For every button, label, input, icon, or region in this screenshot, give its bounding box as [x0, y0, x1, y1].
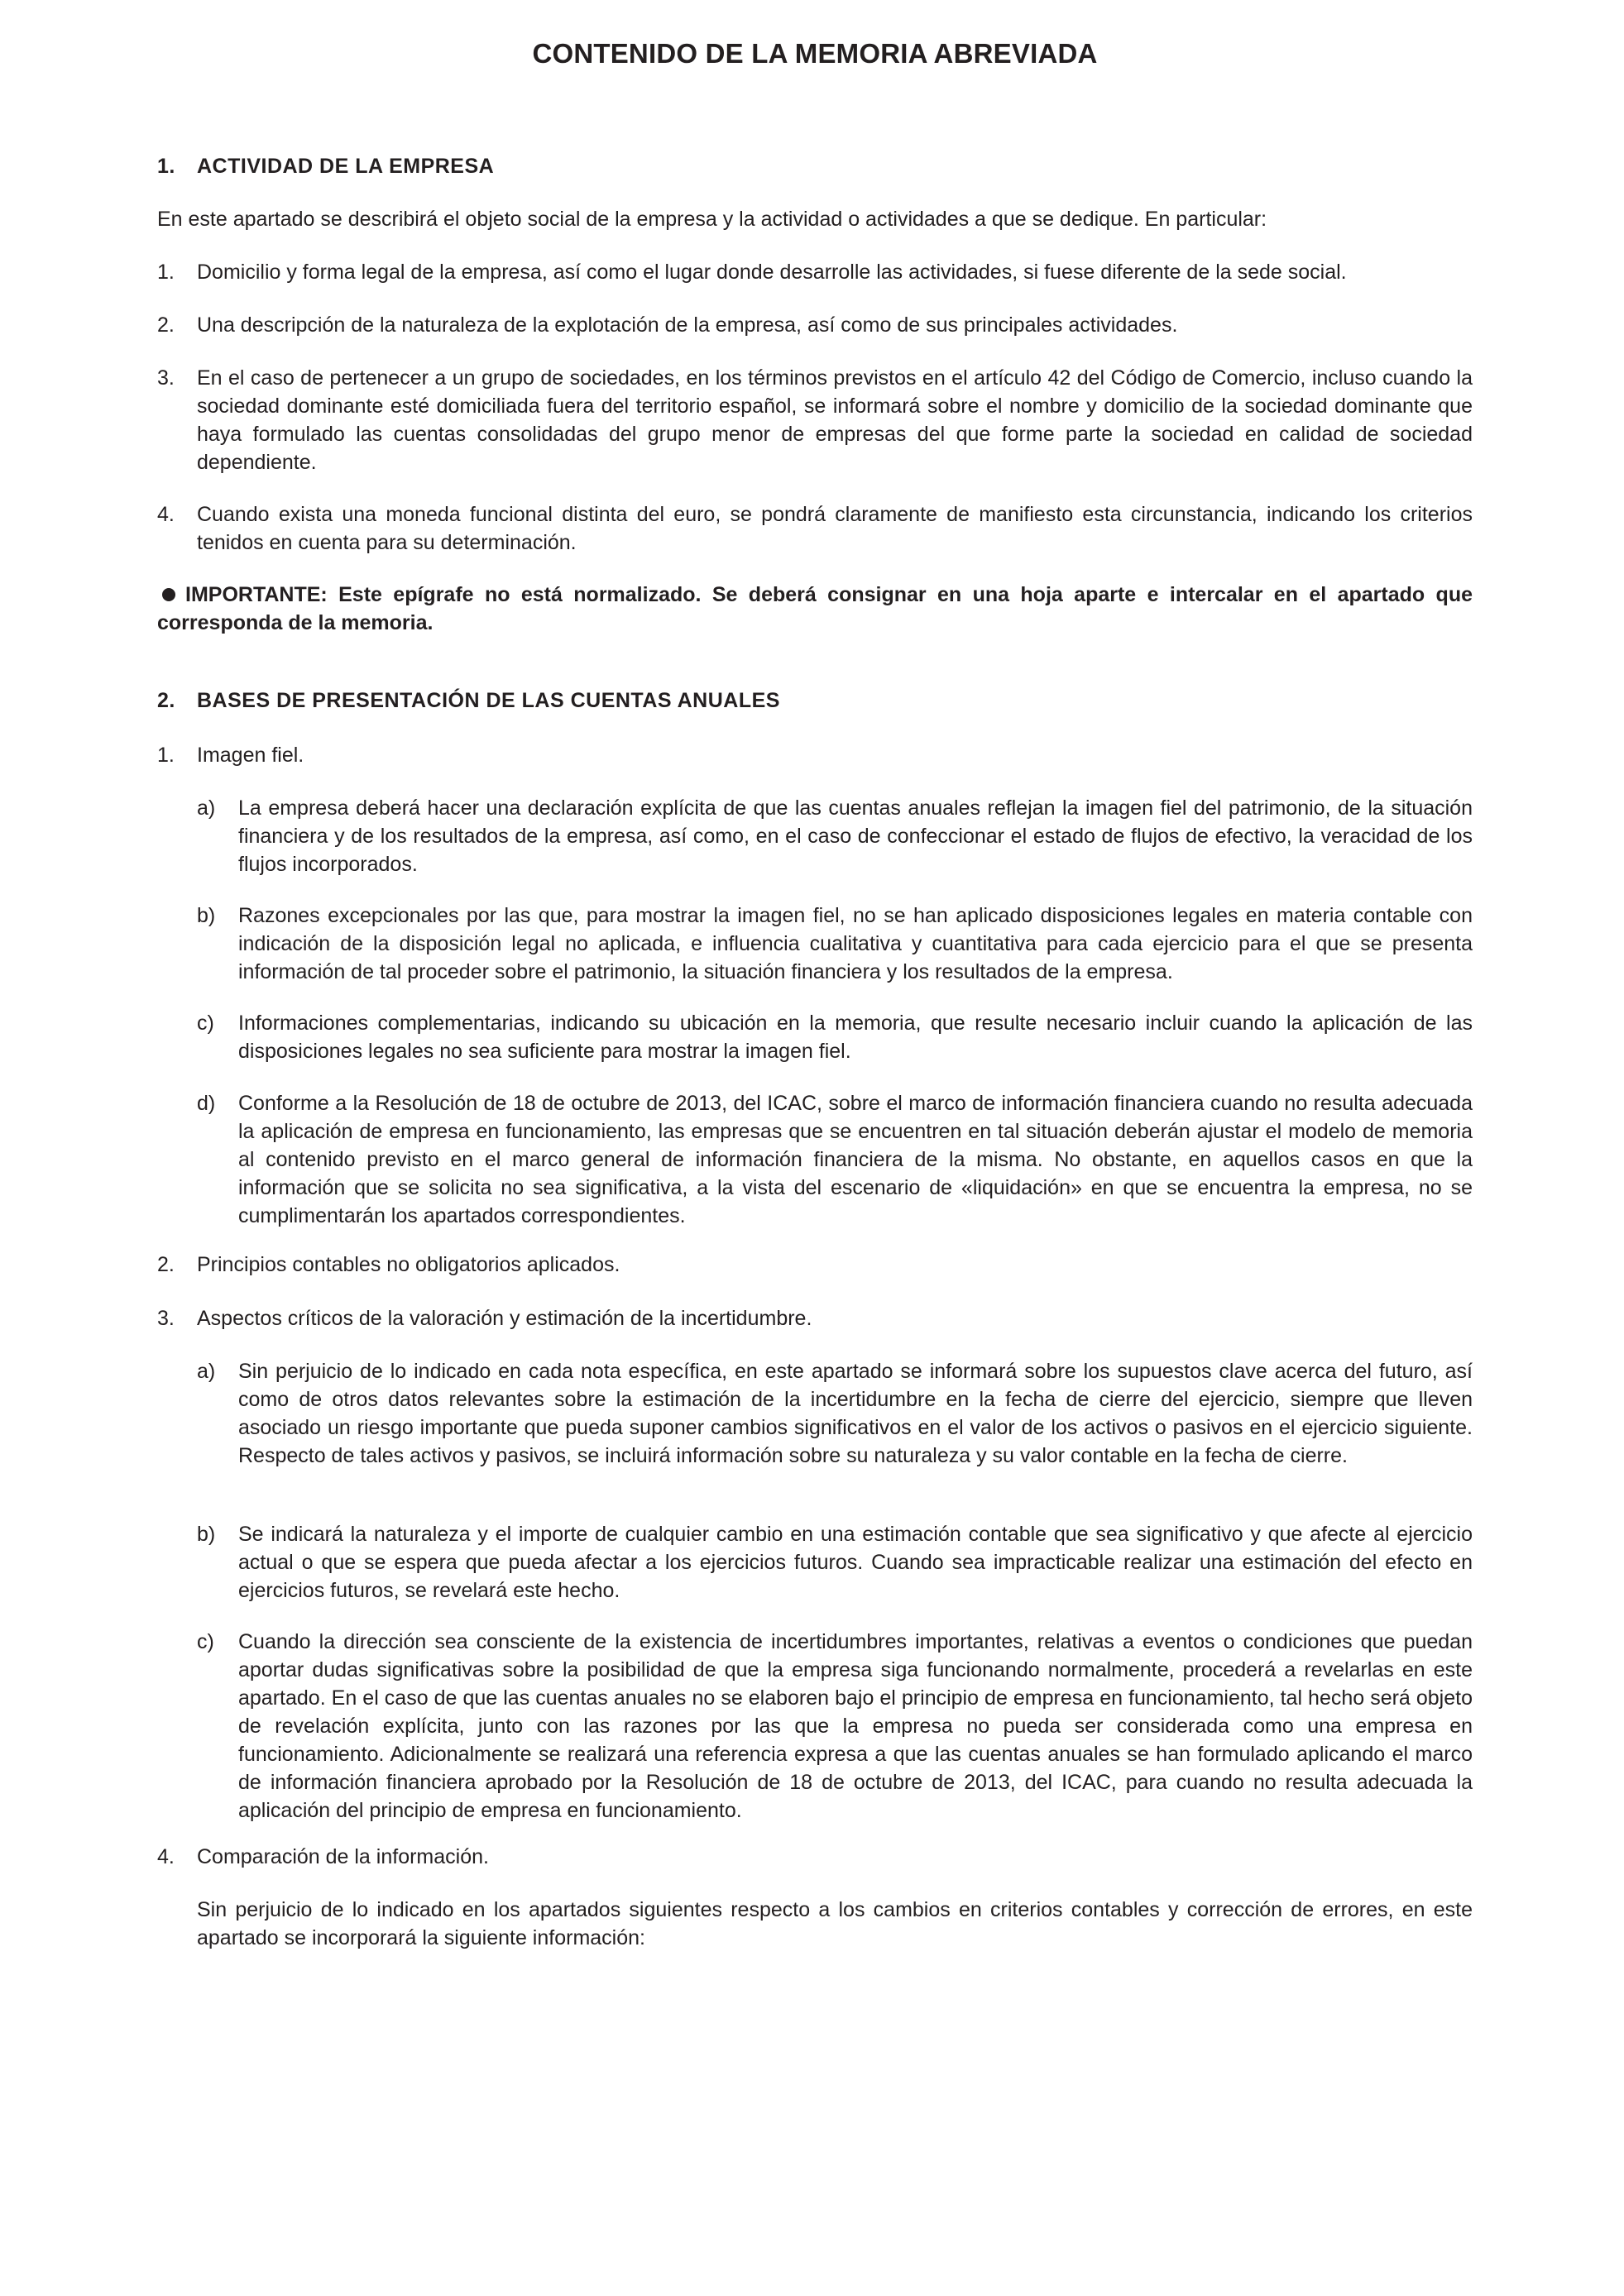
s1-item-4-number: 4.	[157, 503, 175, 526]
section-1-heading	[157, 155, 494, 179]
s2-3-sub-a-text: Sin perjuicio de lo indicado en cada nota específica, en este apartado se informará sobre los supuestos clave acerca del futuro, así como de otros datos relevantes sobre la estimación de la incertidumbre en la fecha de cierre del ejercicio, siempre que lleven asociado un riesgo importante que pueda suponer cambios significativos en el valor de los activos o pasivos en el ejercicio siguiente. Respecto de tales activos y pasivos, se incluirá información sobre su naturaleza y su valor contable en la fecha de cierre.	[238, 1360, 1473, 1467]
document-title: CONTENIDO DE LA MEMORIA ABREVIADA	[532, 38, 1098, 69]
s2-3-sub-c-number: c)	[197, 1630, 214, 1653]
section-1-intro: En este apartado se describirá el objeto social de la empresa y la actividad o actividades a que se dedique. En particular:	[157, 208, 1267, 231]
important-note	[157, 581, 1473, 637]
s2-3-sub-b-text: Se indicará la naturaleza y el importe de cualquier cambio en una estimación contable que sea significativo y que afecte al ejercicio actual o que se espera que pueda afectar a los ejercicios futuros. Cuando sea impracticable realizar una estimación del efecto en ejercicios futuros, se revelará este hecho.	[238, 1523, 1473, 1602]
s2-item-3-number: 3.	[157, 1307, 175, 1330]
s2-3-sub-b-number: b)	[197, 1523, 216, 1546]
s2-3-sub-a-number: a)	[197, 1360, 216, 1383]
s2-item-4-paragraph: Sin perjuicio de lo indicado en los apartados siguientes respecto a los cambios en criterios contables y corrección de errores, en este apartado se incorporará la siguiente información:	[197, 1898, 1473, 1949]
s2-item-3-text: Aspectos críticos de la valoración y estimación de la incertidumbre.	[197, 1307, 812, 1330]
s1-item-2-text: Una descripción de la naturaleza de la explotación de la empresa, así como de sus principales actividades.	[197, 313, 1178, 337]
section-2-title: BASES DE PRESENTACIÓN DE LAS CUENTAS ANUALES	[197, 689, 780, 712]
s2-3-sub-c-text: Cuando la dirección sea consciente de la existencia de incertidumbres importantes, relativas a eventos o condiciones que puedan aportar dudas significativas sobre la posibilidad de que la empresa siga funcionando normalmente, procederá a revelarlas en este apartado. En el caso de que las cuentas anuales no se elaboren bajo el principio de empresa en funcionamiento, tal hecho será objeto de revelación explícita, junto con las razones por las que la empresa no pueda ser considerada como una empresa en funcionamiento. Adicionalmente se realizará una referencia expresa a que las cuentas anuales se han formulado aplicando el marco de información financiera aprobado por la Resolución de 18 de octubre de 2013, del ICAC, para cuando no resulta adecuada la aplicación del principio de empresa en funcionamiento.	[238, 1630, 1473, 1822]
section-1-number: 1.	[157, 155, 175, 178]
s2-1-sub-c-text: Informaciones complementarias, indicando su ubicación en la memoria, que resulte necesario incluir cuando la aplicación de las disposiciones legales no sea suficiente para mostrar la imagen fiel.	[238, 1012, 1473, 1063]
section-1-title: ACTIVIDAD DE LA EMPRESA	[197, 155, 495, 178]
s1-item-2-number: 2.	[157, 313, 175, 337]
important-note-text: IMPORTANTE: Este epígrafe no está normalizado. Se deberá consignar en una hoja aparte e intercalar en el apartado que corresponda de la memoria.	[157, 583, 1473, 634]
s2-item-2-number: 2.	[157, 1253, 175, 1276]
s2-item-1-text: Imagen fiel.	[197, 744, 304, 767]
s2-1-sub-a-text: La empresa deberá hacer una declaración explícita de que las cuentas anuales reflejan la imagen fiel del patrimonio, de la situación financiera y de los resultados de la empresa, así como, en el caso de confeccionar el estado de flujos de efectivo, la veracidad de los flujos incorporados.	[238, 796, 1473, 876]
section-2-heading	[157, 689, 780, 713]
s1-item-1-number: 1.	[157, 261, 175, 284]
s1-item-3-text: En el caso de pertenecer a un grupo de sociedades, en los términos previstos en el artículo 42 del Código de Comercio, incluso cuando la sociedad dominante esté domiciliada fuera del territorio español, se informará sobre el nombre y domicilio de la sociedad dominante que haya formulado las cuentas consolidadas del grupo menor de empresas del que forme parte la sociedad en calidad de sociedad dependiente.	[197, 366, 1473, 474]
s2-1-sub-c-number: c)	[197, 1012, 214, 1035]
s2-item-2-text: Principios contables no obligatorios aplicados.	[197, 1253, 620, 1276]
s2-1-sub-a-number: a)	[197, 796, 216, 820]
s2-1-sub-d-number: d)	[197, 1092, 216, 1115]
bullet-icon	[162, 588, 175, 601]
s2-1-sub-b-number: b)	[197, 904, 216, 927]
s1-item-4-text: Cuando exista una moneda funcional distinta del euro, se pondrá claramente de manifiesto esta circunstancia, indicando los criterios tenidos en cuenta para su determinación.	[197, 503, 1473, 554]
s2-1-sub-b-text: Razones excepcionales por las que, para mostrar la imagen fiel, no se han aplicado disposiciones legales en materia contable con indicación de la disposición legal no aplicada, e influencia cualitativa y cuantitativa para cada ejercicio para el que se presenta información de tal proceder sobre el patrimonio, la situación financiera y los resultados de la empresa.	[238, 904, 1473, 983]
s2-1-sub-d-text: Conforme a la Resolución de 18 de octubre de 2013, del ICAC, sobre el marco de información financiera cuando no resulta adecuada la aplicación de empresa en funcionamiento, las empresas que se encuentren en tal situación deberán ajustar el modelo de memoria al contenido previsto en el marco general de información financiera de la misma. No obstante, en aquellos casos en que la información que se solicita no sea significativa, a la vista del escenario de «liquidación» en que se encuentra la empresa, no se cumplimentarán los apartados correspondientes.	[238, 1092, 1473, 1227]
s2-item-4-text: Comparación de la información.	[197, 1845, 489, 1868]
s2-item-1-number: 1.	[157, 744, 175, 767]
s2-item-4-number: 4.	[157, 1845, 175, 1868]
s1-item-1-text: Domicilio y forma legal de la empresa, así como el lugar donde desarrolle las actividades, si fuese diferente de la sede social.	[197, 261, 1347, 284]
section-2-number: 2.	[157, 689, 175, 712]
s1-item-3-number: 3.	[157, 366, 175, 390]
